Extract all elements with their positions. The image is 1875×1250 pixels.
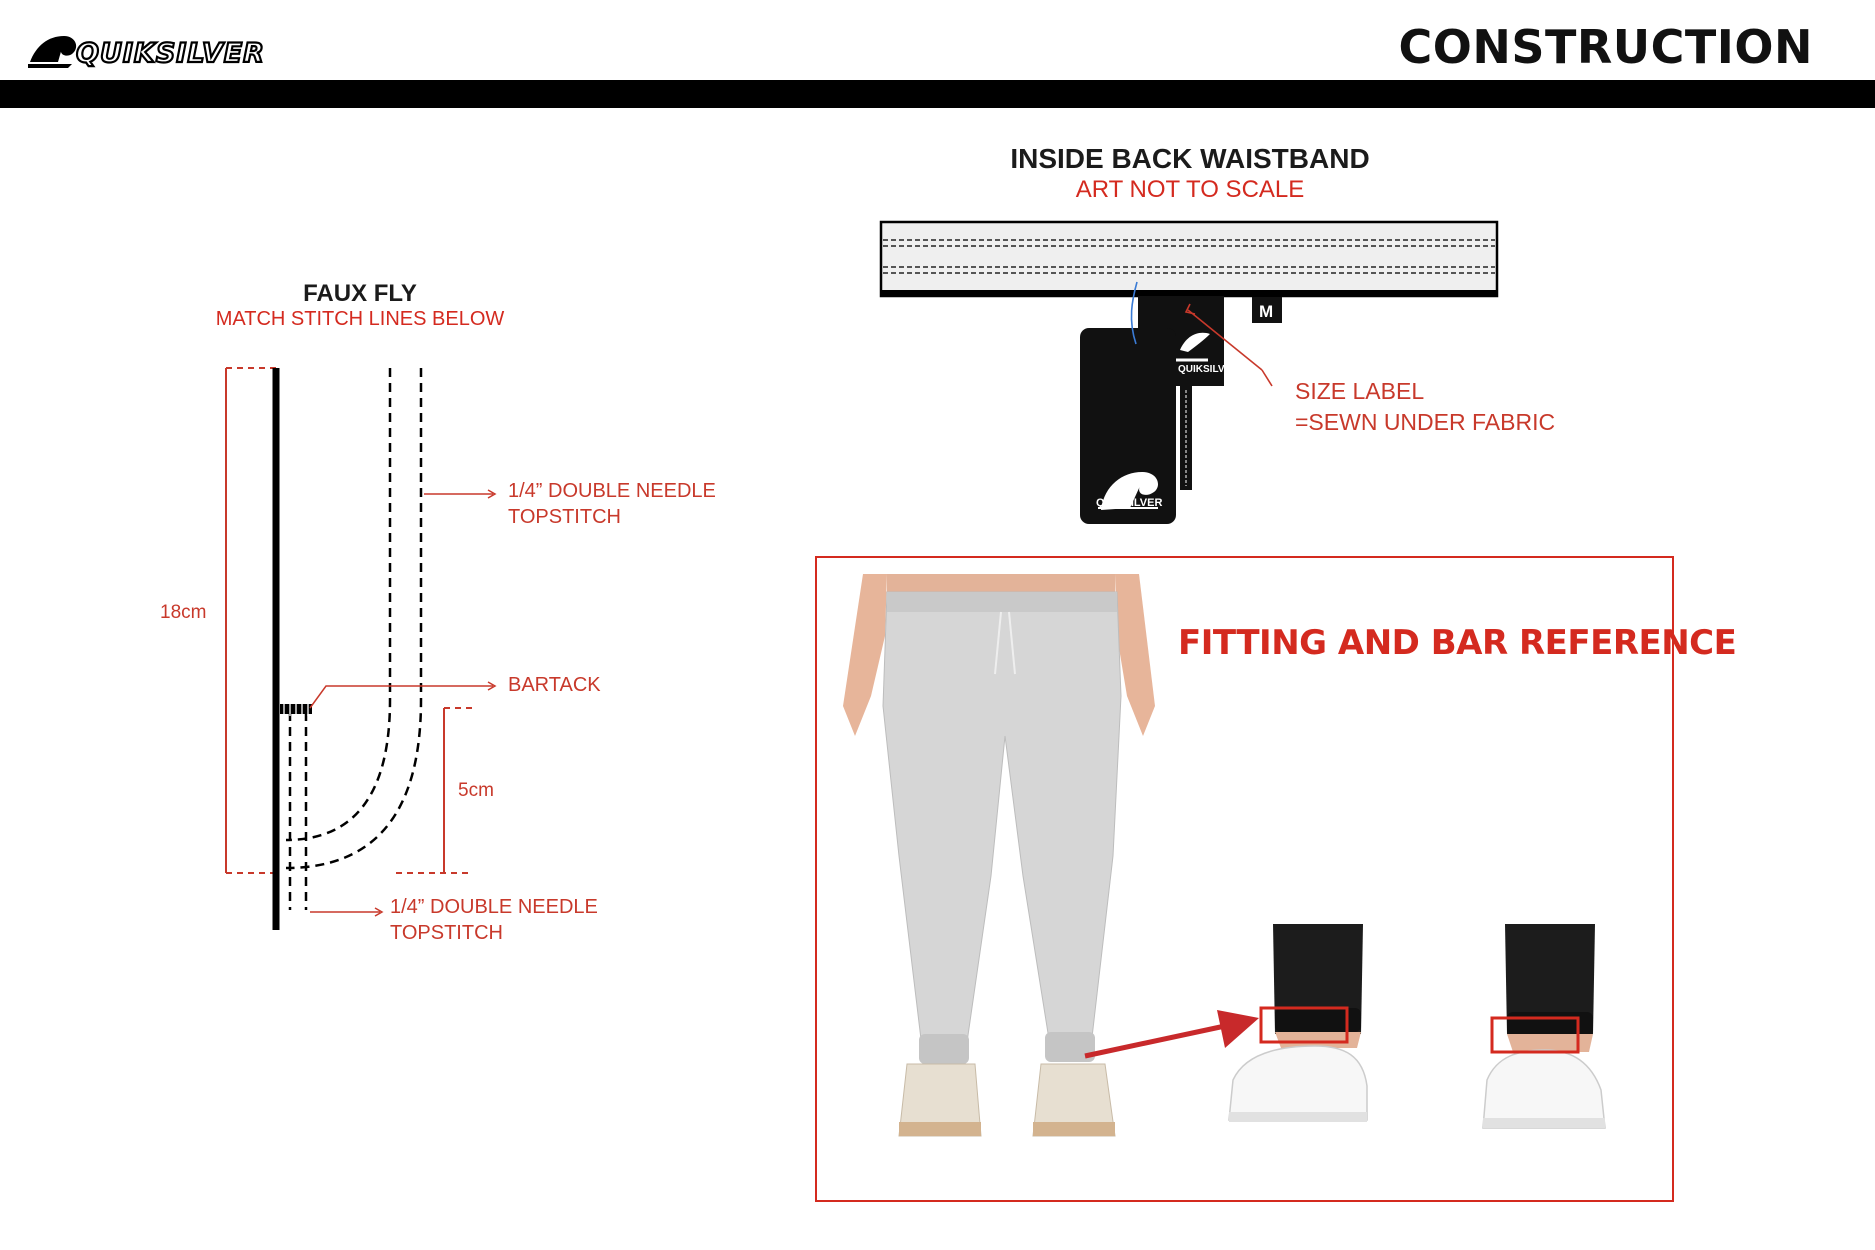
faux-fly-title: FAUX FLY — [303, 280, 417, 307]
callout-topstitch-lower-line2: TOPSTITCH — [390, 922, 503, 944]
waistband-diagram — [860, 210, 1660, 540]
callout-size-label-line2: =SEWN UNDER FABRIC — [1295, 409, 1556, 435]
size-tag-text: M — [1259, 302, 1274, 321]
callout-topstitch-upper-line2: TOPSTITCH — [508, 506, 621, 528]
dimension-18cm-label: 18cm — [160, 602, 207, 623]
fly-topstitch-inner — [286, 368, 390, 840]
callout-arrows — [310, 490, 495, 916]
model-photo — [823, 574, 1168, 1148]
hang-tag-brand-text: QUIKSILVER — [1096, 497, 1163, 509]
callout-size-label — [1295, 376, 1555, 438]
dimension-18cm-bracket — [226, 368, 278, 873]
bartack-mark — [280, 702, 312, 716]
waistband-title: INSIDE BACK WAISTBAND — [1010, 143, 1370, 174]
cuff-detail-right — [1483, 924, 1605, 1128]
callout-topstitch-lower — [390, 894, 598, 946]
fitting-illustrations — [815, 556, 1674, 1202]
callout-topstitch-lower-line1: 1/4” DOUBLE NEEDLE — [390, 896, 598, 918]
fitting-title: FITTING AND BAR REFERENCE — [1178, 623, 1737, 663]
waistband-bottom-edge — [881, 290, 1497, 296]
waistband-subtitle: ART NOT TO SCALE — [1075, 176, 1305, 203]
faux-fly-diagram — [0, 0, 900, 1000]
hang-tag — [1080, 328, 1176, 524]
quiksilver-wordmark: QUIKSILVER — [76, 38, 265, 68]
label-brand-text: QUIKSILVER — [1178, 364, 1239, 375]
faux-fly-subtitle: MATCH STITCH LINES BELOW — [215, 308, 505, 330]
dimension-5cm-label: 5cm — [458, 780, 494, 801]
callout-bartack: BARTACK — [508, 674, 601, 696]
size-tag — [1252, 297, 1282, 323]
callout-topstitch-upper-line1: 1/4” DOUBLE NEEDLE — [508, 480, 716, 502]
page-title: CONSTRUCTION — [1398, 20, 1813, 74]
callout-size-label-line1: SIZE LABEL — [1295, 378, 1425, 404]
waistband-strip — [881, 222, 1497, 296]
callout-topstitch-upper — [508, 478, 716, 530]
